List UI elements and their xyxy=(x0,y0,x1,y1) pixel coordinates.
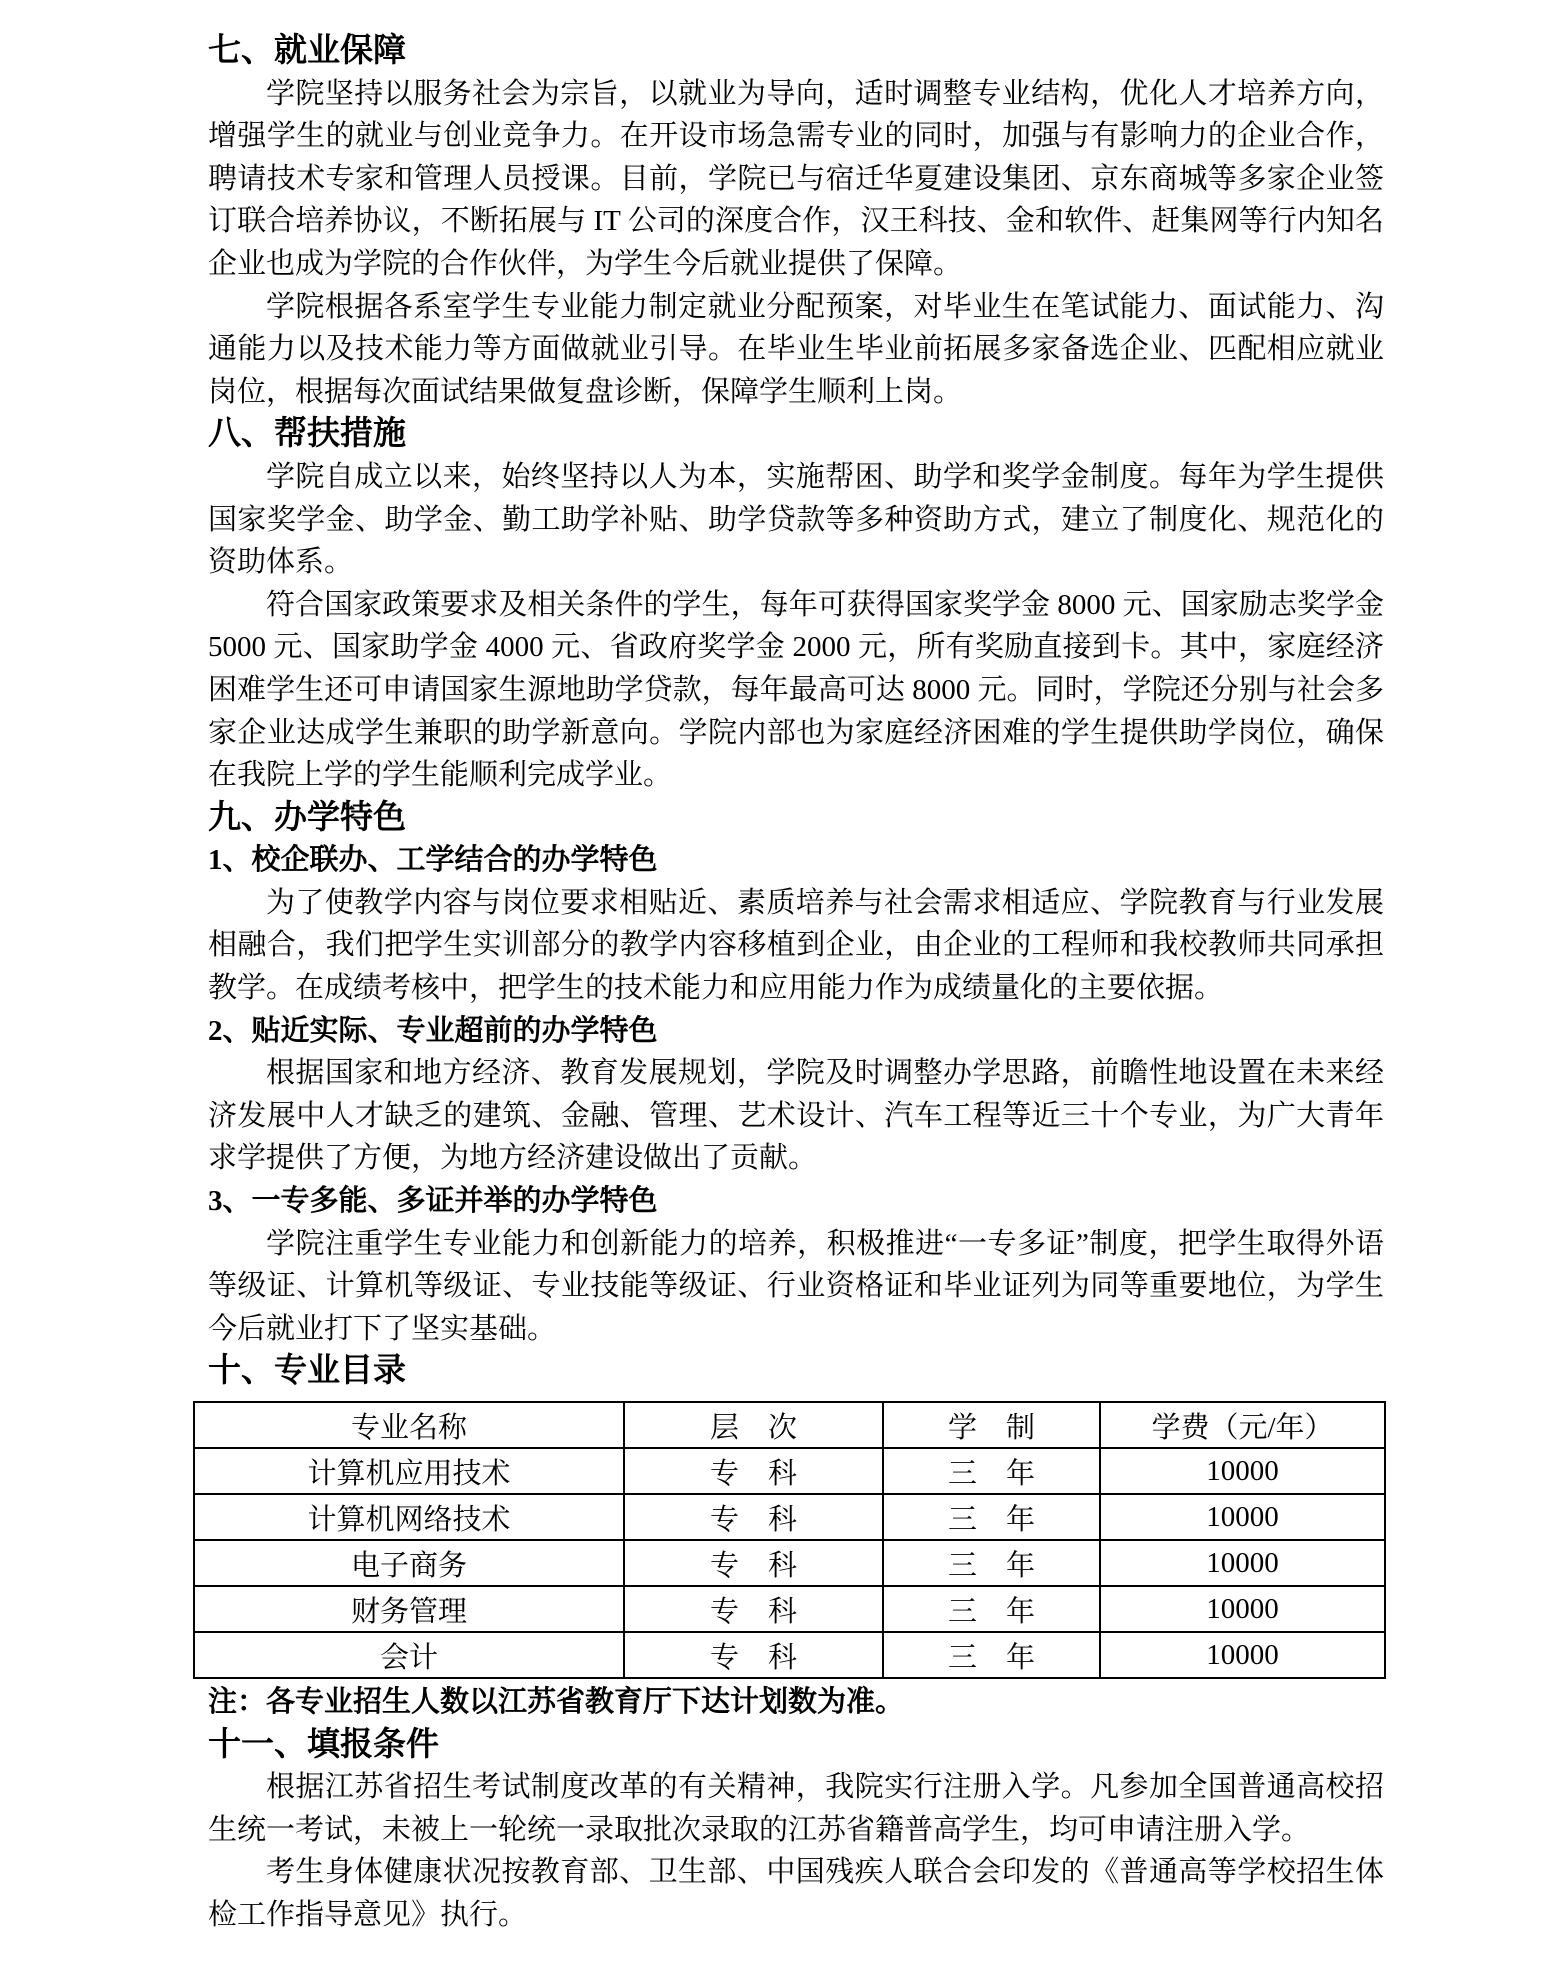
table-row-computer-network xyxy=(194,1494,1385,1540)
cell-tuition: 10000 xyxy=(1100,1448,1385,1494)
assistance-paragraph-2: 符合国家政策要求及相关条件的学生，每年可获得国家奖学金 8000 元、国家励志奖学金 5000 元、国家助学金 4000 元、省政府奖学金 2000 元，所有奖励直接到卡。其中，家庭经济困难学生还可申请国家生源地助学贷款，每年最高可达 8000 元。同时，学院还分别与社会多家企业达成学生兼职的助学新意向。学院内部也为家庭经济困难的学生提供助学岗位，确保在我院上学的学生能顺利完成学业。 xyxy=(208,588,1384,792)
employment-paragraph-2: 学院根据各系室学生专业能力制定就业分配预案，对毕业生在笔试能力、面试能力、沟通能力以及技术能力等方面做就业引导。在毕业生毕业前拓展多家备选企业、匹配相应就业岗位，根据每次面试结果做复盘诊断，保障学生顺利上岗。 xyxy=(208,290,1384,408)
header-cell-duration: 学 制 xyxy=(883,1402,1100,1448)
cell-level: 专 科 xyxy=(624,1586,883,1632)
application-paragraph-1: 根据江苏省招生考试制度改革的有关精神，我院实行注册入学。凡参加全国普通高校招生统一考试，未被上一轮统一录取批次录取的江苏省籍普高学生，均可申请注册入学。 xyxy=(208,1771,1384,1846)
section-heading-major-catalog: 十、专业目录 xyxy=(208,1353,406,1390)
application-paragraph-2: 考生身体健康状况按教育部、卫生部、中国残疾人联合会印发的《普通高等学校招生体检工作指导意见》执行。 xyxy=(208,1856,1384,1931)
cell-duration: 三 年 xyxy=(883,1448,1100,1494)
assistance-paragraph-1: 学院自成立以来，始终坚持以人为本，实施帮困、助学和奖学金制度。每年为学生提供国家奖学金、助学金、勤工助学补贴、助学贷款等多种资助方式，建立了制度化、规范化的资助体系。 xyxy=(208,460,1384,579)
cell-tuition: 10000 xyxy=(1100,1632,1385,1678)
cell-duration: 三 年 xyxy=(883,1586,1100,1632)
majors-table-header-row xyxy=(194,1402,1385,1448)
header-cell-major-name: 专业名称 xyxy=(194,1402,624,1448)
table-row-computer-application xyxy=(194,1448,1385,1494)
practical-majors-paragraph: 根据国家和地方经济、教育发展规划，学院及时调整办学思路，前瞻性地设置在未来经济发展中人才缺乏的建筑、金融、管理、艺术设计、汽车工程等近三十个专业，为广大青年求学提供了方便，为地方经济建设做出了贡献。 xyxy=(208,1057,1384,1175)
cell-duration: 三 年 xyxy=(883,1632,1100,1678)
cell-tuition: 10000 xyxy=(1100,1586,1385,1632)
cell-major-name: 会计 xyxy=(194,1632,624,1678)
cell-tuition: 10000 xyxy=(1100,1540,1385,1586)
cell-level: 专 科 xyxy=(624,1448,883,1494)
cell-level: 专 科 xyxy=(624,1494,883,1540)
section-heading-employment-guarantee: 七、就业保障 xyxy=(208,33,406,69)
cell-level: 专 科 xyxy=(624,1632,883,1678)
table-note: 注：各专业招生人数以江苏省教育厅下达计划数为准。 xyxy=(208,1686,905,1718)
majors-table xyxy=(193,1401,1386,1679)
table-row-financial-management xyxy=(194,1586,1385,1632)
cell-major-name: 计算机应用技术 xyxy=(194,1448,624,1494)
subheading-practical-majors: 2、贴近实际、专业超前的办学特色 xyxy=(208,1014,658,1047)
cell-major-name: 财务管理 xyxy=(194,1586,624,1632)
school-enterprise-paragraph: 为了使教学内容与岗位要求相贴近、素质培养与社会需求相适应、学院教育与行业发展相融合，我们把学生实训部分的教学内容移植到企业，由企业的工程师和我校教师共同承担教学。在成绩考核中，把学生的技术能力和应用能力作为成绩量化的主要依据。 xyxy=(208,886,1384,1005)
header-cell-tuition: 学费（元/年） xyxy=(1100,1402,1385,1448)
subheading-multi-certificates: 3、一专多能、多证并举的办学特色 xyxy=(208,1185,658,1218)
section-heading-assistance-measures: 八、帮扶措施 xyxy=(208,416,406,453)
cell-major-name: 计算机网络技术 xyxy=(194,1494,624,1540)
cell-major-name: 电子商务 xyxy=(194,1540,624,1586)
cell-tuition: 10000 xyxy=(1100,1494,1385,1540)
section-heading-application-conditions: 十一、填报条件 xyxy=(208,1726,439,1763)
cell-duration: 三 年 xyxy=(883,1540,1100,1586)
table-row-ecommerce xyxy=(194,1540,1385,1586)
table-row-accounting xyxy=(194,1632,1385,1678)
section-heading-school-features: 九、办学特色 xyxy=(208,799,406,836)
employment-paragraph-1: 学院坚持以服务社会为宗旨，以就业为导向，适时调整专业结构，优化人才培养方向，增强学生的就业与创业竞争力。在开设市场急需专业的同时，加强与有影响力的企业合作，聘请技术专家和管理人员授课。目前，学院已与宿迁华夏建设集团、京东商城等多家企业签订联合培养协议，不断拓展与 IT 公司的深度合作，汉王科技、金和软件、赶集网等行内知名企业也成为学院的合作伙伴，为学生今后就业提供了保障。 xyxy=(208,77,1384,280)
subheading-school-enterprise: 1、校企联办、工学结合的办学特色 xyxy=(208,844,658,877)
cell-duration: 三 年 xyxy=(883,1494,1100,1540)
cell-level: 专 科 xyxy=(624,1540,883,1586)
header-cell-level: 层 次 xyxy=(624,1402,883,1448)
multi-certificates-paragraph: 学院注重学生专业能力和创新能力的培养，积极推进“一专多证”制度，把学生取得外语等级证、计算机等级证、专业技能等级证、行业资格证和毕业证列为同等重要地位，为学生今后就业打下了坚实基础。 xyxy=(208,1227,1384,1345)
